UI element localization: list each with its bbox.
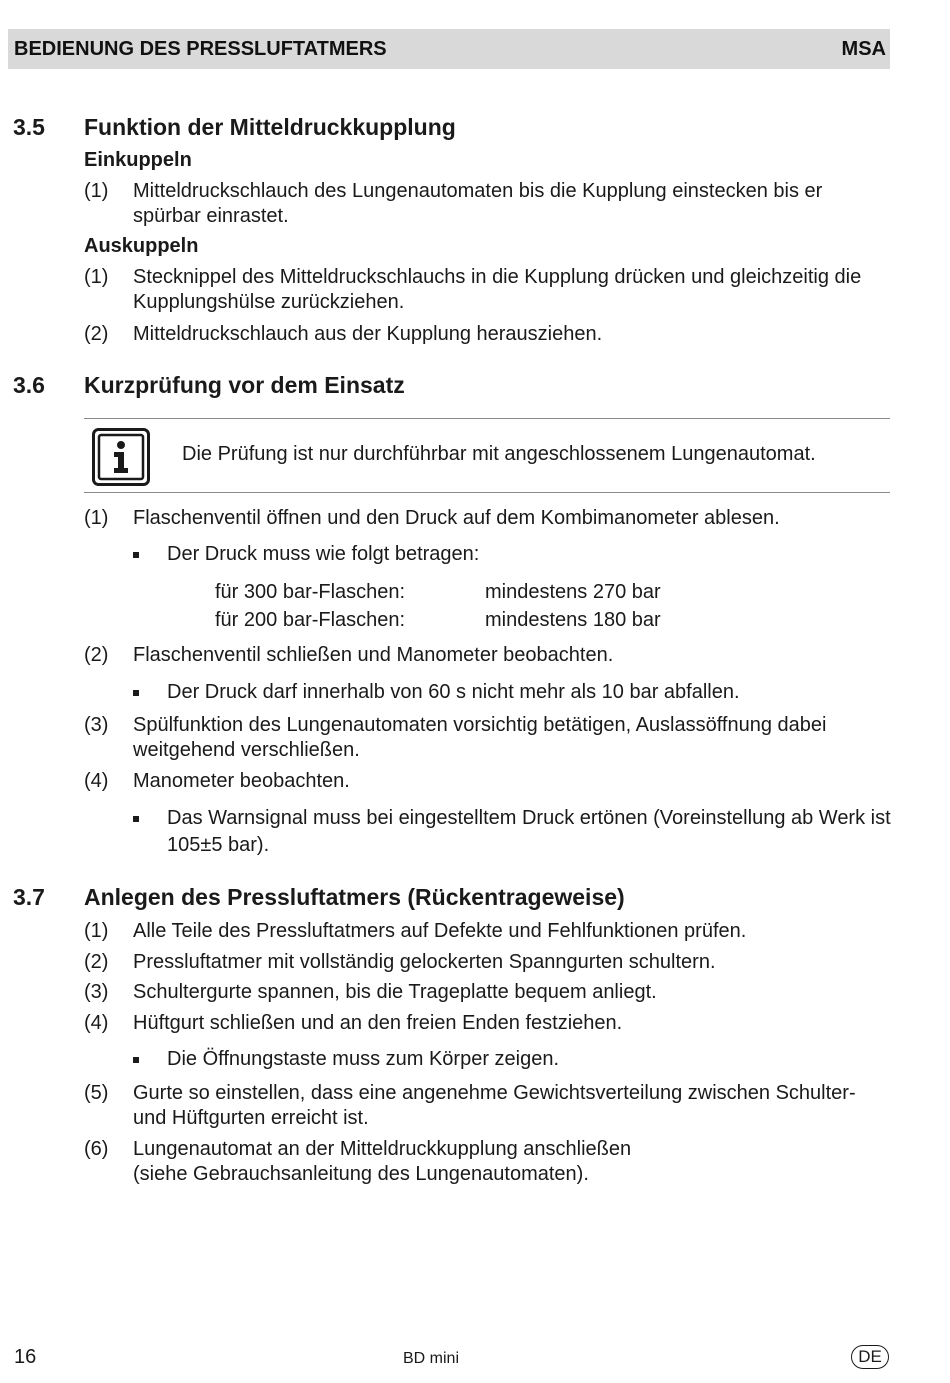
item-number: (3): [84, 714, 109, 736]
item-number: (1): [84, 180, 109, 202]
item-number: (2): [84, 951, 109, 973]
list-item: [84, 643, 890, 668]
item-number: (1): [84, 920, 109, 942]
list-item: [84, 506, 890, 531]
item-number: (2): [84, 323, 109, 345]
list-item: [84, 713, 890, 763]
pressure-value: mindestens 270 bar: [485, 581, 661, 603]
item-text: Pressluftatmer mit vollständig gelockerten Spanngurten schultern.: [133, 951, 716, 973]
list-item: [84, 1011, 890, 1036]
bullet-text: Die Öffnungstaste muss zum Körper zeigen.: [167, 1048, 560, 1070]
item-text: Mitteldruckschlauch aus der Kupplung herausziehen.: [133, 323, 603, 345]
language-badge: DE: [851, 1345, 889, 1369]
item-text: Lungenautomat an der Mitteldruckkupplung anschließen: [133, 1138, 632, 1160]
list-item: [84, 1137, 890, 1187]
pressure-label: für 200 bar-Flaschen:: [215, 609, 406, 631]
section-number: 3.6: [13, 372, 45, 398]
item-number: (5): [84, 1082, 109, 1104]
section-title: Funktion der Mitteldruckkupplung: [84, 114, 456, 140]
item-text: Manometer beobachten.: [133, 770, 350, 792]
item-text: Gurte so einstellen, dass eine angenehme Gewichtsverteilung zwischen Schulter- und Hüftgurten erreicht ist.: [133, 1082, 856, 1129]
pressure-label: für 300 bar-Flaschen:: [215, 581, 406, 603]
bullet-text: Der Druck muss wie folgt betragen:: [167, 543, 480, 565]
item-number: (1): [84, 507, 109, 529]
subheading-einkuppeln: Einkuppeln: [84, 149, 192, 171]
section-title: Kurzprüfung vor dem Einsatz: [84, 372, 405, 398]
info-box-bottom-rule: [84, 492, 890, 493]
footer-model: BD mini: [403, 1350, 460, 1367]
pressure-row: [215, 609, 661, 632]
bullet-item: [133, 1046, 893, 1073]
item-text: Alle Teile des Pressluftatmers auf Defekte und Fehlfunktionen prüfen.: [133, 920, 747, 942]
bullet-item: [133, 805, 893, 859]
item-text: Hüftgurt schließen und an den freien Enden festziehen.: [133, 1012, 623, 1034]
item-number: (3): [84, 981, 109, 1003]
item-text: Mitteldruckschlauch des Lungenautomaten bis die Kupplung einstecken bis er spürbar einrastet.: [133, 180, 823, 227]
item-text: Spülfunktion des Lungenautomaten vorsichtig betätigen, Auslassöffnung dabei weitgehend verschließen.: [133, 714, 827, 761]
subheading-auskuppeln: Auskuppeln: [84, 235, 199, 257]
list-item: [84, 179, 890, 229]
list-item: [84, 265, 890, 315]
item-text: Flaschenventil öffnen und den Druck auf dem Kombimanometer ablesen.: [133, 507, 780, 529]
info-note: Die Prüfung ist nur durchführbar mit angeschlossenem Lungenautomat.: [182, 443, 816, 465]
bullet-square-icon: [133, 1057, 139, 1063]
item-text: Schultergurte spannen, bis die Trageplatte bequem anliegt.: [133, 981, 657, 1003]
bullet-square-icon: [133, 690, 139, 696]
list-item: [84, 1081, 890, 1131]
list-item: [84, 769, 890, 794]
section-number: 3.7: [13, 884, 45, 910]
header-title: BEDIENUNG DES PRESSLUFTATMERS: [14, 37, 387, 60]
section-title: Anlegen des Pressluftatmers (Rückentrageweise): [84, 884, 625, 910]
pressure-value: mindestens 180 bar: [485, 609, 661, 631]
item-number: (1): [84, 266, 109, 288]
list-item: [84, 322, 890, 347]
bullet-square-icon: [133, 552, 139, 558]
item-number: (6): [84, 1138, 109, 1160]
page-number: 16: [14, 1346, 37, 1368]
bullet-square-icon: [133, 816, 139, 822]
section-number: 3.5: [13, 114, 45, 140]
info-icon: [92, 428, 150, 486]
bullet-text: Das Warnsignal muss bei eingestelltem Druck ertönen (Voreinstellung ab Werk ist 105±5 bar).: [167, 807, 891, 856]
bullet-text: Der Druck darf innerhalb von 60 s nicht mehr als 10 bar abfallen.: [167, 681, 740, 703]
item-text: Flaschenventil schließen und Manometer beobachten.: [133, 644, 614, 666]
item-text-continued: (siehe Gebrauchsanleitung des Lungenautomaten).: [133, 1163, 589, 1185]
item-text: Stecknippel des Mitteldruckschlauchs in die Kupplung drücken und gleichzeitig die Kupplungshülse zurückziehen.: [133, 266, 862, 313]
header-brand: MSA: [841, 37, 886, 60]
pressure-row: [215, 581, 661, 604]
bullet-item: [133, 541, 893, 568]
item-number: (4): [84, 1012, 109, 1034]
item-number: (2): [84, 644, 109, 666]
item-number: (4): [84, 770, 109, 792]
list-item: [84, 980, 890, 1005]
list-item: [84, 919, 890, 944]
page-header: [8, 29, 890, 69]
info-box-top-rule: [84, 418, 890, 419]
list-item: [84, 950, 890, 975]
bullet-item: [133, 679, 893, 706]
